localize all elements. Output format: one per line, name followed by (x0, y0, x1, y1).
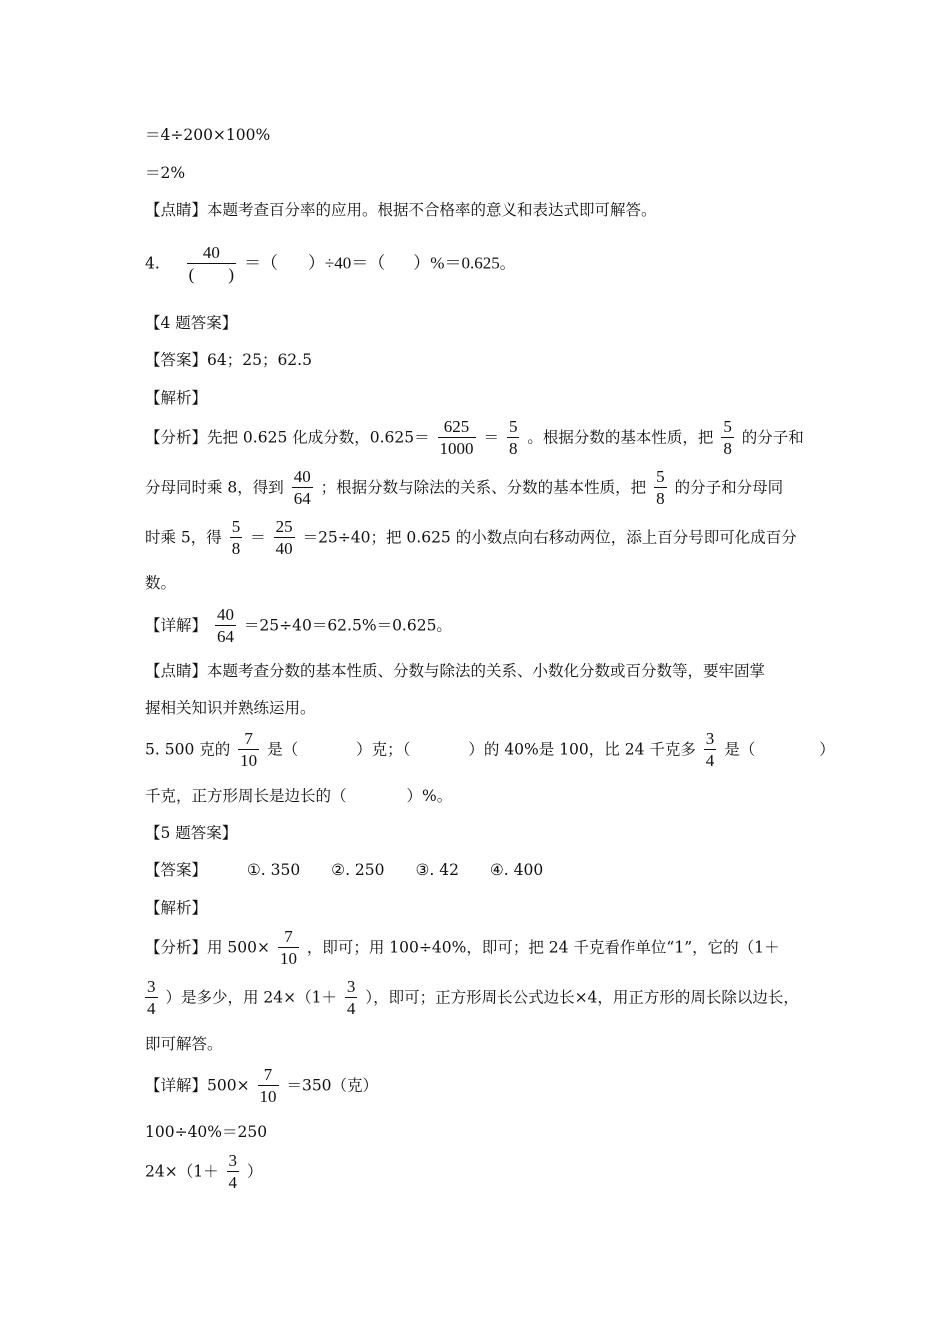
q4-answer: 【答案】64；25；62.5 (145, 351, 312, 369)
q4-fraction: 40 ( ) (188, 243, 234, 284)
q5-calc-line-2: 100÷40%＝250 (145, 1123, 268, 1141)
fraction-7-10: $\frac{7}{10}$ (279, 927, 297, 968)
q4-analysis-line-4: 数。 (145, 574, 177, 592)
q5-analysis-line-1: 【分析】用 500× $\frac{7}{10}$ ，即可；用 100÷40%，即可；把 24 千克看作单位“1”，它的（1＋ (145, 927, 780, 968)
q5-analysis-line-2: $\frac{3}{4}$ ）是多少，用 24×（1＋ $\frac{3}{4}$ ），即可；正方形周长公式边长×4，用正方形的周长除以边长， (147, 977, 799, 1018)
q5-answer-title: 【5 题答案】 (145, 824, 238, 842)
fraction-40-64: $\frac{40}{64}$ (293, 467, 311, 508)
q4-comment-line-1: 【点睛】本题考查分数的基本性质、分数与除法的关系、小数化分数或百分数等，要牢固掌 (145, 662, 766, 680)
question-number: 4. (145, 254, 160, 273)
q3-calc-line-2: ＝2% (145, 164, 186, 182)
q4-detail: 【详解】 $\frac{40}{64}$ ＝25÷40＝62.5%＝0.625。 (145, 605, 452, 646)
fraction-5-8: $\frac{5}{8}$ (723, 417, 732, 458)
q5-detail: 【详解】500× $\frac{7}{10}$ ＝350（克） (145, 1065, 379, 1106)
fraction-3-4: $\frac{3}{4}$ (705, 729, 715, 770)
q4-analysis-title: 【解析】 (145, 389, 208, 407)
fraction-3-4: $\frac{3}{4}$ (228, 1151, 238, 1192)
q5-calc-line-3: 24×（1＋ $\frac{3}{4}$ ） (145, 1151, 263, 1192)
fraction-5-8: $\frac{5}{8}$ (656, 467, 665, 508)
fraction-3-4: $\frac{3}{4}$ (346, 977, 356, 1018)
q4-answer-title: 【4 题答案】 (145, 314, 238, 332)
fraction-3-4: $\frac{3}{4}$ (147, 977, 156, 1018)
q5-question-line-2: 千克，正方形周长是边长的（ ）%。 (145, 787, 453, 805)
q3-comment: 【点睛】本题考查百分率的应用。根据不合格率的意义和表达式即可解答。 (145, 201, 657, 219)
q3-calc-line-1: ＝4÷200×100% (145, 126, 271, 144)
fraction-25-40: $\frac{25}{40}$ (275, 517, 293, 558)
fraction-7-10: $\frac{7}{10}$ (240, 729, 258, 770)
fraction-5-8: $\frac{5}{8}$ (231, 517, 241, 558)
q4-comment-line-2: 握相关知识并熟练运用。 (145, 699, 316, 717)
q4-analysis-line-3: 时乘 5，得 $\frac{5}{8}$ ＝ $\frac{25}{40}$ ＝25÷40；把 0.625 的小数点向右移动两位，添上百分号即可化成百分 (145, 517, 797, 558)
q5-answer: 【答案】 ①. 350 ②. 250 ③. 42 ④. 400 (145, 861, 544, 879)
q4-question: 4. 40 ( ) ＝（ ）÷40＝（ ）%＝0.625。 (145, 243, 516, 284)
q5-question-line-1: 5. 500 克的 $\frac{7}{10}$ 是（ ）克；（ ）的 40%是 100，比 24 千克多 $\frac{3}{4}$ 是（ ） (145, 729, 835, 770)
q5-analysis-title: 【解析】 (145, 899, 208, 917)
fraction-625-1000: $\frac{625}{1000}$ (439, 417, 474, 458)
fraction-5-8: $\frac{5}{8}$ (508, 417, 518, 458)
fraction-40-64: $\frac{40}{64}$ (216, 605, 234, 646)
fraction-7-10: $\frac{7}{10}$ (259, 1065, 277, 1106)
q5-analysis-line-3: 即可解答。 (145, 1035, 223, 1053)
q4-analysis-line-1: 【分析】先把 0.625 化成分数，0.625＝ $\frac{625}{1000}$ ＝ $\frac{5}{8}$ 。根据分数的基本性质，把 $\frac{5}{8}$ 的分子和 (145, 417, 804, 458)
q4-analysis-line-2: 分母同时乘 8，得到 $\frac{40}{64}$ ；根据分数与除法的关系、分数的基本性质，把 $\frac{5}{8}$ 的分子和分母同 (145, 467, 784, 508)
